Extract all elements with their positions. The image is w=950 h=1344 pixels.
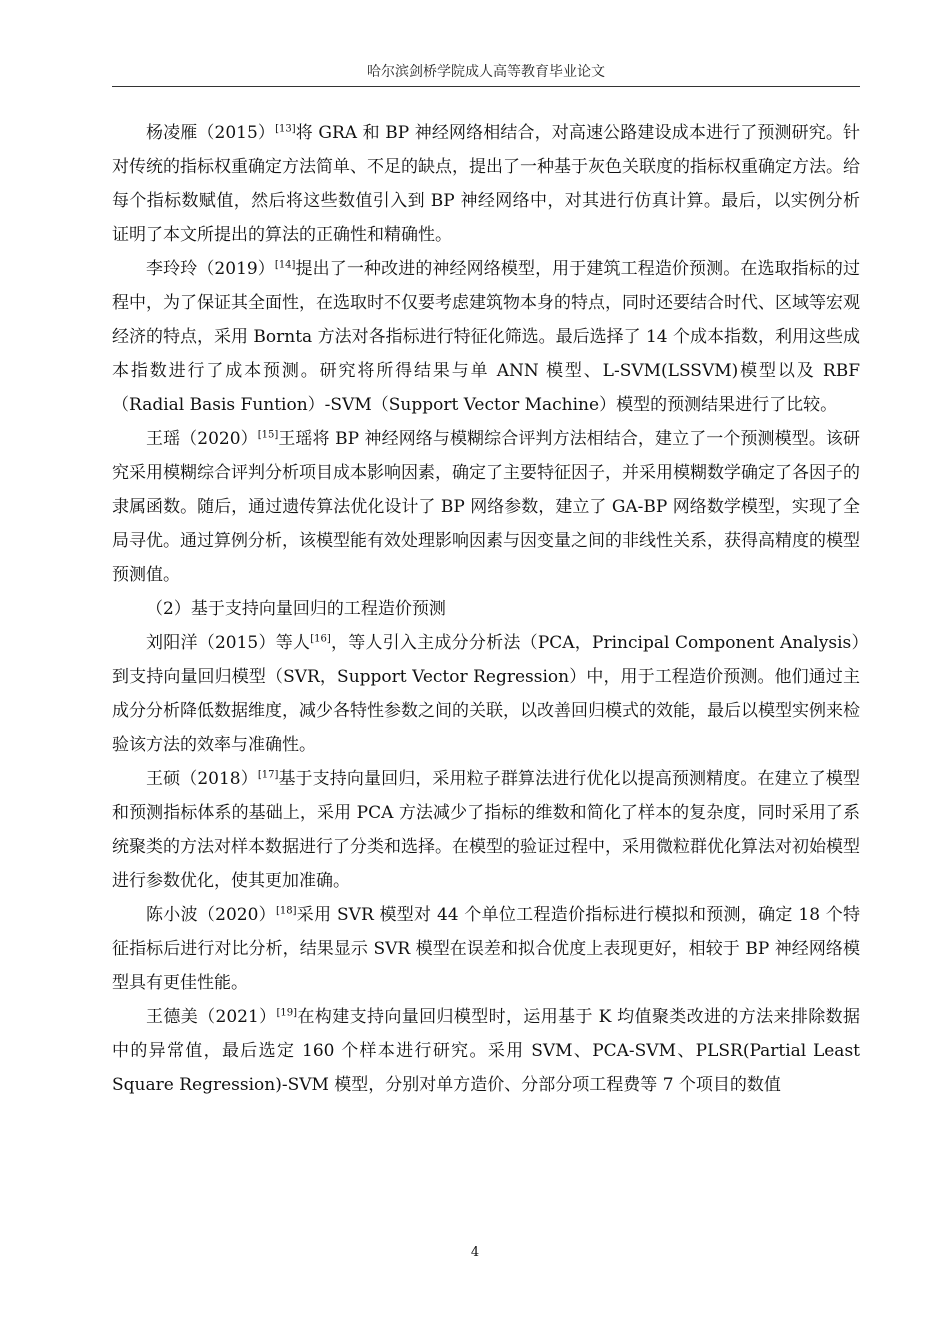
paragraph	[112, 116, 860, 252]
paragraph-text: 在构建支持向量回归模型时，运用基于 K 均值聚类改进的方法来排除数据中的异常值，最后选定 160 个样本进行研究。采用 SVM、PCA-SVM、PLSR(Partial Least Square Regression)-SVM 模型，分别对单方造价、分部分项工程费等 7 个项目的数值	[112, 1007, 860, 1095]
paragraph	[112, 626, 860, 762]
paragraph-text: 将 GRA 和 BP 神经网络相结合，对高速公路建设成本进行了预测研究。针对传统的指标权重确定方法简单、不足的缺点，提出了一种基于灰色关联度的指标权重确定方法。给每个指标数赋值，然后将这些数值引入到 BP 神经网络中，对其进行仿真计算。最后，以实例分析证明了本文所提出的算法的正确性和精确性。	[112, 123, 861, 245]
paragraph-text: 王瑶将 BP 神经网络与模糊综合评判方法相结合，建立了一个预测模型。该研究采用模糊综合评判分析项目成本影响因素，确定了主要特征因子，并采用模糊数学确定了各因子的隶属函数。随后，通过遗传算法优化设计了 BP 网络参数，建立了 GA-BP 网络数学模型，实现了全局寻优。通过算例分析，该模型能有效处理影响因素与因变量之间的非线性关系，获得高精度的模型预测值。	[112, 429, 860, 585]
paragraph-lead: 陈小波（2020）	[146, 905, 276, 925]
paragraph-lead: 王瑶（2020）	[146, 429, 258, 449]
paragraph	[112, 1000, 860, 1102]
paragraph-text: 采用 SVR 模型对 44 个单位工程造价指标进行模拟和预测，确定 18 个特征指标后进行对比分析，结果显示 SVR 模型在误差和拟合优度上表现更好，相较于 BP 神经网络模型具有更佳性能。	[112, 905, 860, 993]
paragraph-lead: 杨凌雁（2015）	[146, 123, 276, 143]
paragraph	[112, 422, 860, 592]
paragraph	[112, 252, 860, 422]
paragraph-lead: 王硕（2018）	[146, 769, 258, 789]
paragraph	[112, 898, 860, 1000]
paragraph-text: ，等人引入主成分分析法（PCA，Principal Component Analysis）到支持向量回归模型（SVR，Support Vector Regression）中，用于工程造价预测。他们通过主成分分析降低数据维度，减少各特性参数之间的关联，以改善回归模式的效能，最后以模型实例来检验该方法的效率与准确性。	[112, 633, 860, 755]
header-rule	[112, 86, 860, 87]
citation-ref: [13]	[275, 123, 296, 135]
citation-ref: [15]	[257, 429, 279, 441]
paragraph-lead: 李玲玲（2019）	[146, 259, 275, 279]
section-subheading: （2）基于支持向量回归的工程造价预测	[146, 599, 446, 619]
paragraph-lead: 王德美（2021）	[146, 1007, 277, 1027]
paragraph-text: 提出了一种改进的神经网络模型，用于建筑工程造价预测。在选取指标的过程中，为了保证其全面性，在选取时不仅要考虑建筑物本身的特点，同时还要结合时代、区域等宏观经济的特点，采用 Bornta 方法对各指标进行特征化筛选。最后选择了 14 个成本指数，利用这些成本指数进行了成本预测。研究将所得结果与单 ANN 模型、L-SVM(LSSVM)模型以及 RBF（Radial Basis Funtion）-SVM（Support Vector Machine）模型的预测结果进行了比较。	[112, 259, 861, 415]
running-header: 哈尔滨剑桥学院成人高等教育毕业论文	[367, 64, 605, 80]
citation-ref: [18]	[275, 905, 297, 917]
citation-ref: [16]	[310, 633, 331, 645]
paragraph	[112, 762, 860, 898]
page-number: 4	[470, 1245, 480, 1260]
citation-ref: [17]	[257, 769, 279, 781]
citation-ref: [19]	[276, 1007, 298, 1019]
citation-ref: [14]	[274, 259, 296, 271]
paragraph-lead: 刘阳洋（2015）等人	[146, 633, 311, 653]
body-text	[112, 116, 860, 1102]
paragraph-text: 基于支持向量回归，采用粒子群算法进行优化以提高预测精度。在建立了模型和预测指标体系的基础上，采用 PCA 方法减少了指标的维数和简化了样本的复杂度，同时采用了系统聚类的方法对样本数据进行了分类和选择。在模型的验证过程中，采用微粒群优化算法对初始模型进行参数优化，使其更加准确。	[112, 769, 861, 891]
